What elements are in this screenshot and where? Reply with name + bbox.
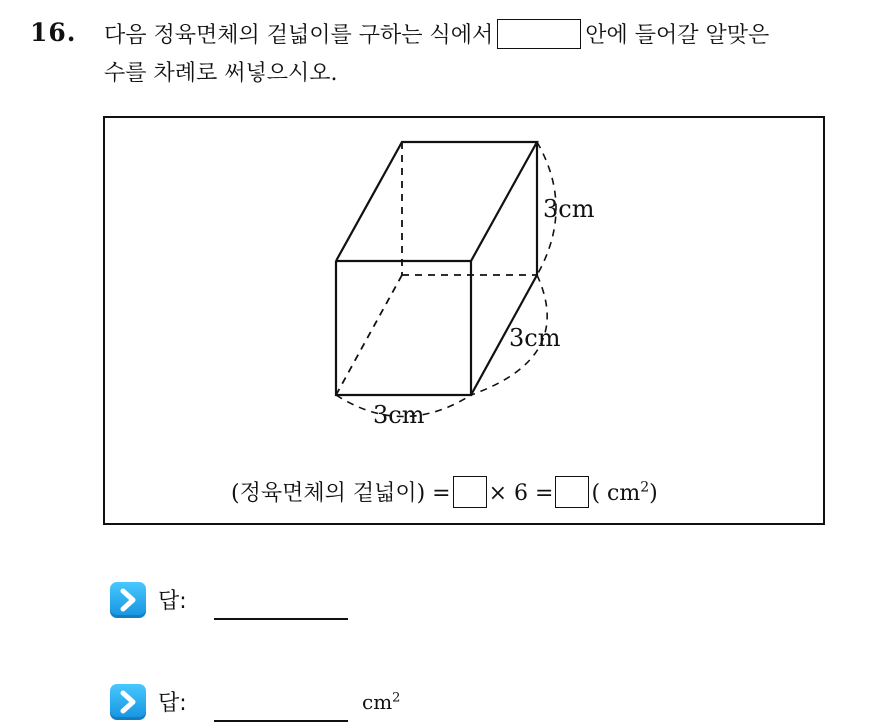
blank-box [497, 19, 581, 49]
formula-blank-2 [555, 476, 589, 508]
formula-unit-open: ( cm [591, 481, 641, 506]
question-text-line2: 수를 차례로 써넣으시오. [104, 61, 338, 86]
width-label: 3cm [373, 401, 425, 429]
cube-solid-edges [336, 142, 537, 395]
formula-unit [591, 481, 657, 506]
question-text-after-box: 안에 들어갈 알맞은 [585, 23, 770, 48]
answer-input-line[interactable] [214, 720, 348, 722]
answer-input-line[interactable] [214, 618, 348, 620]
formula-blank-1 [453, 476, 487, 508]
chevron-right-icon [110, 684, 146, 720]
question-text-before-box: 다음 정육면체의 겉넓이를 구하는 식에서 [104, 23, 494, 48]
answer-label: 답: [158, 691, 187, 716]
answer-label: 답: [158, 589, 187, 614]
dimension-arcs [336, 142, 556, 417]
question-text-line1 [104, 18, 769, 49]
answer-unit-text: cm [362, 690, 393, 714]
formula [231, 476, 658, 508]
formula-unit-close: ) [649, 481, 658, 506]
answer-unit [362, 690, 400, 714]
formula-prefix: (정육면체의 겉넓이) = [231, 481, 451, 506]
depth-label: 3cm [509, 324, 561, 352]
cube-diagram [105, 118, 827, 527]
figure-box [103, 116, 825, 525]
chevron-right-icon [110, 582, 146, 618]
formula-unit-exponent: 2 [640, 479, 650, 496]
cube-hidden-edges [336, 142, 537, 395]
height-label: 3cm [543, 195, 595, 223]
formula-times: × 6 = [488, 481, 554, 506]
answer-unit-exponent: 2 [392, 690, 401, 706]
question-number: 16. [30, 18, 77, 47]
